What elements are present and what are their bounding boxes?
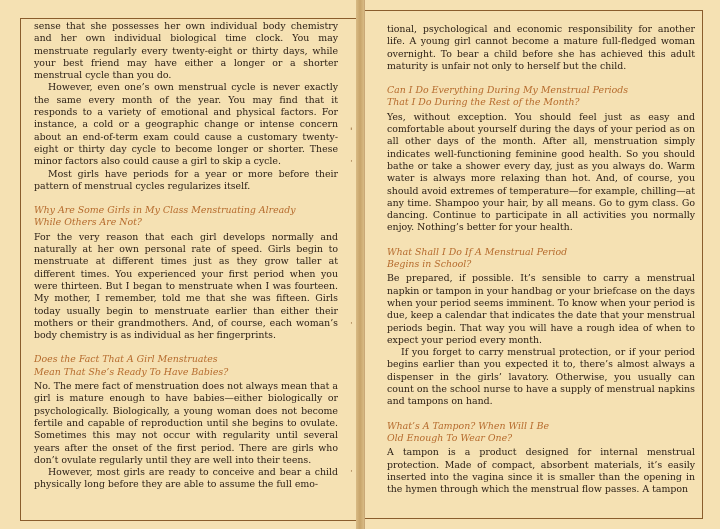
- left-text-column: [34, 21, 338, 492]
- heading-line: What Shall I Do If A Menstrual Period: [387, 246, 568, 258]
- paragraph: Yes, without exception. You should feel just as easy and comfortable about yourself during the days of your period as on all other days of the month. After all, menstruation simply indicates well-functioning feminine good health. So you should bathe or take a shower every day, just as you always do. Warm water is always more relaxing than hot. And, of course, you should avoid extremes of temperature—for example, chilling—at any time. Shampoo your hair, by all means. Go to gym class. Go dancing. Continue to participate in all activities you normally enjoy. Nothing’s better for your health.: [387, 111, 695, 234]
- paragraph: A tampon is a product designed for internal menstrual protection. Made of compact, absorbent materials, it’s easily inserted into the vagina since it is smaller than the opening in the hymen through which the menstrual flow passes. A tampon: [387, 447, 695, 496]
- heading-line: Old Enough To Wear One?: [387, 432, 513, 444]
- paragraph: If you forget to carry menstrual protection, or if your period begins earlier than you expected it to, there’s almost always a dispenser in the girls’ lavatory. Otherwise, you usually can count on the school nurse to have a supply of menstrual napkins and tampons on hand.: [387, 347, 695, 408]
- section-heading: [387, 421, 695, 446]
- heading-line: While Others Are Not?: [34, 217, 142, 229]
- section-heading: [34, 354, 338, 379]
- paragraph: However, even one’s own menstrual cycle is never exactly the same every month of the year. You may find that it responds to a variety of emotional and physical factors. For instance, a cold or a geographic change or intense concern about an end-of-term exam could cause a customary twenty-eight or thirty day cycle to become longer or shorter. These minor factors also could cause a girl to skip a cycle.: [34, 82, 338, 168]
- paragraph: Be prepared, if possible. It’s sensible to carry a menstrual napkin or tampon in your handbag or your briefcase on the days when your period seems imminent. To know when your period is due, keep a calendar that indicates the date that your menstrual periods begin. That way you will have a rough idea of when to expect your period every month.: [387, 273, 695, 346]
- left-page: [0, 0, 357, 529]
- binding-mark: ·: [350, 467, 353, 477]
- paragraph: For the very reason that each girl develops normally and naturally at her own personal rate of speed. Girls begin to menstruate at different times just as they grow taller at different times. You experienced your first period when you were thirteen. But I began to menstruate when I was fourteen. My mother, I remember, told me that she was fifteen. Girls today usually begin to menstruate earlier than either their mothers or their grandmothers. And, of course, each woman’s body chemistry is as individual as her fingerprints.: [34, 231, 338, 342]
- paragraph: sense that she possesses her own individual body chemistry and her own individual biological time clock. You may menstruate regularly every twenty-eight or thirty days, while your best friend may have either a longer or a shorter menstrual cycle than you do.: [34, 21, 338, 82]
- section-heading: [34, 205, 338, 230]
- paragraph: Most girls have periods for a year or more before their pattern of menstrual cycles regularizes itself.: [34, 168, 338, 192]
- heading-line: Does the Fact That A Girl Menstruates: [34, 354, 218, 366]
- heading-line: Why Are Some Girls in My Class Menstruating Already: [34, 205, 296, 217]
- right-page: [364, 0, 720, 529]
- paragraph: No. The mere fact of menstruation does not always mean that a girl is mature enough to have babies—either biologically or psychologically. Biologically, a young woman does not become fertile and capable of reproduction until she begins to ovulate. Sometimes this may not occur with regularity until several years after the onset of the first period. There are girls who don’t ovulate regularly until they are well into their teens.: [34, 381, 338, 466]
- book-gutter: [356, 0, 364, 529]
- binding-mark: ·: [350, 319, 353, 329]
- section-heading: [387, 85, 695, 110]
- paragraph: tional, psychological and economic responsibility for another life. A young girl cannot become a mature full-fledged woman overnight. To bear a child before she has achieved this adult maturity is unfair not only to herself but the child.: [387, 24, 695, 72]
- heading-line: That I Do During the Rest of the Month?: [387, 97, 580, 109]
- paragraph: However, most girls are ready to conceive and bear a child physically long before they are able to assume the full emo-: [34, 467, 338, 491]
- heading-line: Begins in School?: [387, 259, 472, 271]
- section-heading: [387, 247, 695, 272]
- binding-mark: ·: [350, 157, 353, 167]
- heading-line: Can I Do Everything During My Menstrual Periods: [387, 85, 629, 97]
- binding-mark: ': [350, 127, 353, 137]
- heading-line: Mean That She’s Ready To Have Babies?: [34, 366, 229, 378]
- right-text-column: [387, 24, 695, 496]
- heading-line: What’s A Tampon? When Will I Be: [387, 420, 550, 432]
